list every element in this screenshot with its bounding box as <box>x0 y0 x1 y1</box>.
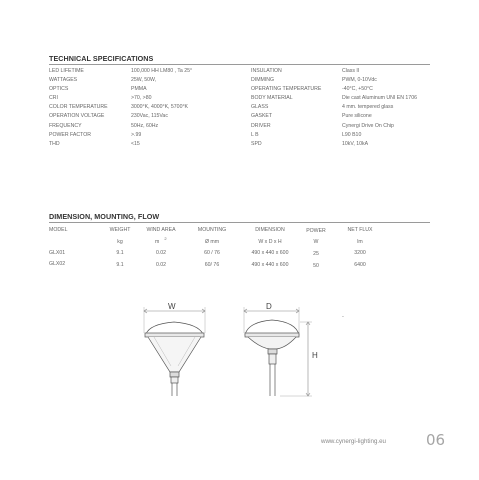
spec-value: 10kV, 10kA <box>342 140 369 147</box>
spec-value: -40°C, +50°C <box>342 86 373 93</box>
cell-wind-area: 0.02 <box>155 262 167 268</box>
spec-value: Pure silicone <box>342 113 372 120</box>
col-header-net-flux: NET FLUX <box>347 227 373 233</box>
spec-label: L B <box>251 131 259 138</box>
spec-value: >70, >80 <box>131 95 152 102</box>
col-header-mounting: MOUNTING <box>197 227 227 233</box>
spec-value: PMMA <box>131 86 147 93</box>
unit-power: W <box>313 239 319 245</box>
spec-value: 100,000 HH LM80 , Ta 25° <box>131 68 193 74</box>
col-header-model: MODEL <box>49 227 68 233</box>
technical-specifications-heading: TECHNICAL SPECIFICATIONS <box>49 54 154 63</box>
spec-value: <15 <box>131 140 140 147</box>
dimension-heading: DIMENSION, MOUNTING, FLOW <box>49 212 160 221</box>
spec-label: BODY MATERIAL <box>251 95 293 102</box>
spec-value: PWM, 0-10Vdc <box>342 77 377 84</box>
spec-label: GLASS <box>251 104 269 111</box>
spec-label: DRIVER <box>251 122 271 129</box>
height-label: H <box>312 351 318 360</box>
spec-value: Cynergi Drive On Chip <box>342 122 394 129</box>
spec-label: POWER FACTOR <box>49 131 91 138</box>
cell-mounting: 60/ 76 <box>204 262 220 268</box>
width-label: W <box>168 302 176 311</box>
spec-label: THD <box>49 140 60 147</box>
spec-label: OPTICS <box>49 86 69 93</box>
unit-net-flux: lm <box>357 239 363 245</box>
spec-value: 50Hz, 60Hz <box>131 122 159 129</box>
spec-label: GASKET <box>251 113 273 120</box>
spec-label: INSULATION <box>251 68 282 74</box>
spec-value: 25W, 50W, <box>131 77 157 84</box>
spec-value: 4 mm. tempered glass <box>342 104 394 111</box>
spec-label: CRI <box>49 95 58 102</box>
cell-power: 50 <box>313 263 319 269</box>
spec-label: OPERATING TEMPERATURE <box>251 86 322 93</box>
cell-dimension: 490 x 440 x 600 <box>251 250 289 256</box>
cell-model: GLX02 <box>49 261 66 267</box>
spec-value: Die cast Aluminum UNI EN 1706 <box>342 95 417 102</box>
cell-dimension: 490 x 440 x 600 <box>251 262 289 268</box>
cell-weight: 9.1 <box>116 250 124 256</box>
spec-value: >.99 <box>131 131 142 138</box>
spec-label: FREQUENCY <box>49 122 82 129</box>
cell-net-flux: 6400 <box>354 262 366 268</box>
cell-mounting: 60 / 76 <box>204 250 220 256</box>
footer-url: www.cynergi-lighting.eu <box>321 438 386 445</box>
cell-power: 25 <box>313 251 319 257</box>
spec-label: LED LIFETIME <box>49 68 84 74</box>
spec-label: OPERATION VOLTAGE <box>49 113 105 120</box>
unit-dimension: W x D x H <box>258 239 282 245</box>
cell-wind-area: 0.02 <box>155 250 167 256</box>
unit-wind-area-base: m <box>155 239 160 245</box>
spec-value: 3000°K, 4000°K, 5700°K <box>131 104 188 111</box>
cell-model: GLX01 <box>49 250 66 256</box>
unit-wind-area-sup: 2 <box>164 236 167 241</box>
front-view <box>144 307 205 396</box>
cell-weight: 9.1 <box>116 262 124 268</box>
side-view <box>244 307 312 396</box>
spec-label: SPD <box>251 140 262 147</box>
col-header-power: POWER <box>306 228 326 234</box>
col-header-weight: WEIGHT <box>109 227 131 233</box>
spec-label: COLOR TEMPERATURE <box>49 104 108 111</box>
page-number: 06 <box>426 431 446 449</box>
col-header-wind-area: WIND AREA <box>146 227 176 233</box>
spec-value: Class II <box>342 68 360 74</box>
spec-value: L90 B10 <box>342 131 362 138</box>
unit-weight: kg <box>117 239 123 245</box>
drawing-dot: . <box>342 312 344 319</box>
spec-label: WATTAGES <box>49 77 78 84</box>
depth-label: D <box>266 302 272 311</box>
cell-net-flux: 3200 <box>354 250 366 256</box>
unit-mounting: Ø mm <box>204 239 220 245</box>
spec-value: 230Vac, 115Vac <box>131 113 168 120</box>
col-header-dimension: DIMENSION <box>255 227 285 233</box>
spec-label: DIMMING <box>251 77 275 84</box>
